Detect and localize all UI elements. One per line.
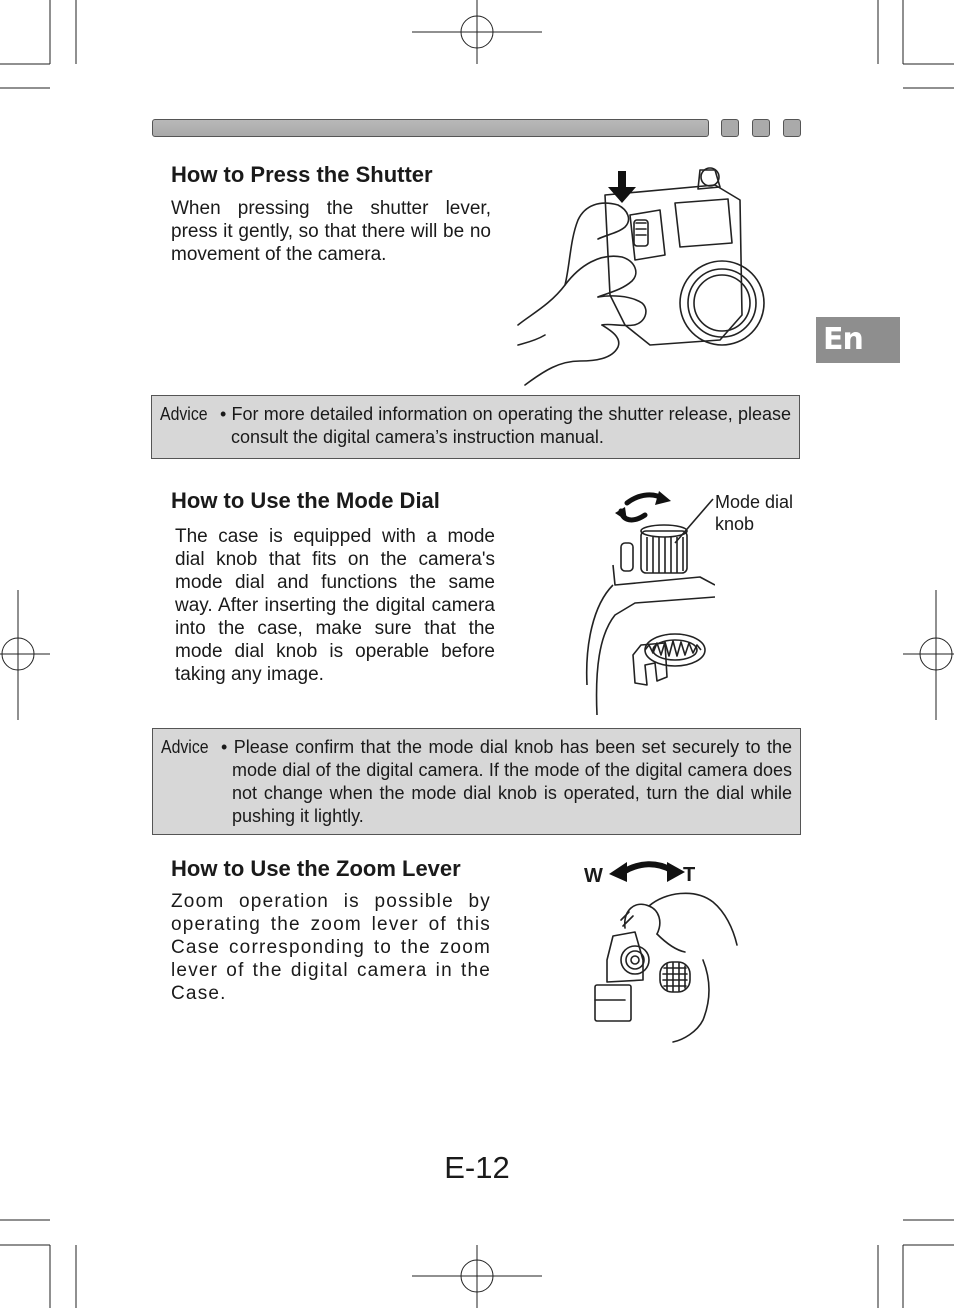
registration-mark-icon [412, 0, 542, 64]
rotate-arrows-icon [621, 495, 663, 520]
section-heading-shutter: How to Press the Shutter [171, 162, 433, 187]
registration-mark-icon [0, 590, 50, 720]
zoom-wide-label: W [584, 865, 603, 887]
registration-mark-icon [412, 1245, 542, 1308]
advice-text: • For more detailed information on operating the shutter release, please consult the digital camera’s instruction manual. [220, 404, 791, 447]
header-square [752, 119, 770, 137]
advice-text: • Please confirm that the mode dial knob has been set securely to the mode dial of the digital camera. If the mode of the digital camera does not change when the mode dial knob is operated, turn the dial while pushing it lightly. [221, 737, 792, 826]
advice-label: Advice [161, 737, 209, 757]
section-heading-zoom-lever: How to Use the Zoom Lever [171, 856, 461, 881]
header-square [721, 119, 739, 137]
section-body-mode-dial: The case is equipped with a mode dial knob that fits on the camera's mode dial and functions the same way. After inserting the digital camera into the case, make sure that the mode dial knob is operable before taking any image. [175, 526, 495, 685]
mode-dial-callout [715, 491, 793, 535]
header-bar [152, 119, 709, 137]
language-tab[interactable]: En [816, 317, 900, 363]
registration-mark-icon [903, 590, 954, 720]
mode-dial-illustration [575, 485, 715, 720]
section-body-shutter: When pressing the shutter lever, press it gently, so that there will be no movement of the camera. [171, 198, 491, 265]
section-body-zoom-lever: Zoom operation is possible by operating the zoom lever of this Case corresponding to the zoom lever of the digital camera in the Case. [171, 891, 491, 1004]
callout-line: Mode dial [715, 492, 794, 512]
callout-line: knob [715, 514, 755, 534]
section-heading-mode-dial: How to Use the Mode Dial [171, 488, 440, 513]
zoom-lever-illustration [585, 850, 745, 1045]
page-number: E-12 [444, 1150, 510, 1185]
advice-label: Advice [160, 404, 208, 424]
header-square [783, 119, 801, 137]
shutter-illustration [510, 165, 780, 390]
advice-box [151, 395, 800, 459]
advice-box [152, 728, 801, 835]
down-arrow-icon [608, 171, 636, 203]
double-arrow-icon [609, 862, 685, 882]
zoom-tele-label: T [683, 864, 696, 886]
